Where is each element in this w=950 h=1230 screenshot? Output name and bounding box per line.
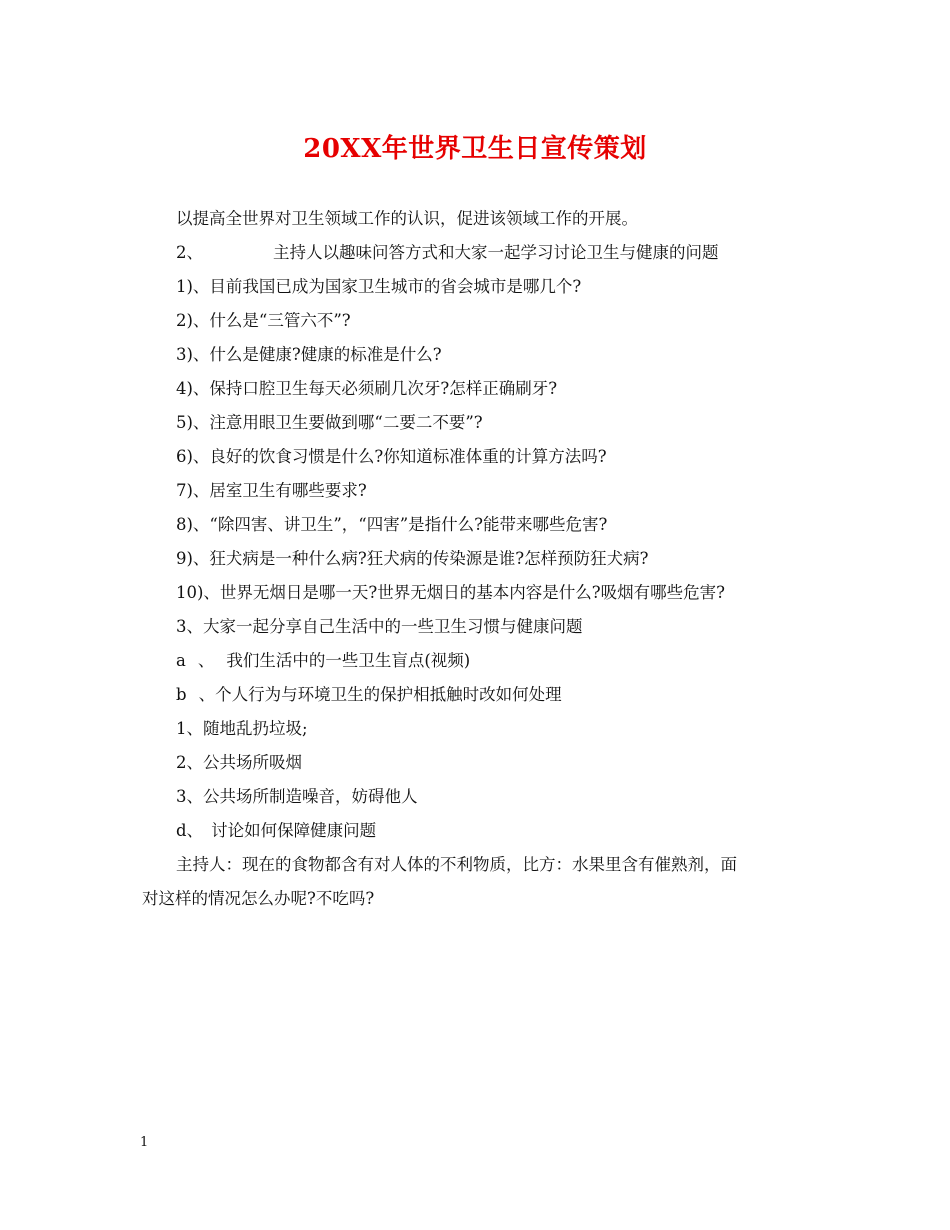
paragraph-intro: 以提高全世界对卫生领域工作的认识，促进该领域工作的开展。 bbox=[176, 209, 638, 228]
item-letter: a bbox=[176, 651, 186, 670]
list-item-b bbox=[176, 684, 562, 706]
section-3-heading: 3、大家一起分享自己生活中的一些卫生习惯与健康问题 bbox=[176, 617, 583, 636]
section-number: 2、 bbox=[176, 243, 203, 262]
list-item: 3、公共场所制造噪音，妨碍他人 bbox=[176, 787, 418, 806]
list-item: 2、公共场所吸烟 bbox=[176, 753, 302, 772]
list-item-d bbox=[176, 820, 376, 842]
section-heading: 主持人以趣味问答方式和大家一起学习讨论卫生与健康的问题 bbox=[273, 243, 719, 262]
paragraph-host-continued: 对这样的情况怎么办呢?不吃吗? bbox=[142, 889, 375, 908]
list-item: 9)、狂犬病是一种什么病?狂犬病的传染源是谁?怎样预防狂犬病? bbox=[176, 549, 649, 568]
list-item: 1、随地乱扔垃圾; bbox=[176, 719, 308, 738]
list-item: 5)、注意用眼卫生要做到哪“二要二不要”? bbox=[176, 413, 483, 432]
list-item: 1)、目前我国已成为国家卫生城市的省会城市是哪几个? bbox=[176, 277, 582, 296]
document-title: 20XX年世界卫生日宣传策划 bbox=[303, 134, 647, 164]
item-text: 我们生活中的一些卫生盲点(视频) bbox=[226, 651, 471, 670]
list-item: 7)、居室卫生有哪些要求? bbox=[176, 481, 367, 500]
item-separator: 、 bbox=[197, 651, 215, 670]
list-item: 6)、良好的饮食习惯是什么?你知道标准体重的计算方法吗? bbox=[176, 447, 607, 466]
list-item: 4)、保持口腔卫生每天必须刷几次牙?怎样正确刷牙? bbox=[176, 379, 558, 398]
list-item: 2)、什么是“三管六不”? bbox=[176, 311, 351, 330]
paragraph-host: 主持人：现在的食物都含有对人体的不利物质，比方：水果里含有催熟剂，面 bbox=[176, 855, 737, 874]
page-number: 1 bbox=[140, 1135, 149, 1150]
item-letter: b bbox=[176, 685, 187, 704]
item-letter: d、 bbox=[176, 821, 204, 840]
section-2-line bbox=[176, 242, 719, 264]
list-item: 8)、“除四害、讲卫生”，“四害”是指什么?能带来哪些危害? bbox=[176, 515, 608, 534]
list-item: 10)、世界无烟日是哪一天?世界无烟日的基本内容是什么?吸烟有哪些危害? bbox=[176, 583, 725, 602]
item-text: 讨论如何保障健康问题 bbox=[211, 821, 377, 840]
item-text: 、个人行为与环境卫生的保护相抵触时改如何处理 bbox=[198, 685, 562, 704]
list-item: 3)、什么是健康?健康的标准是什么? bbox=[176, 345, 442, 364]
list-item-a bbox=[176, 650, 470, 672]
